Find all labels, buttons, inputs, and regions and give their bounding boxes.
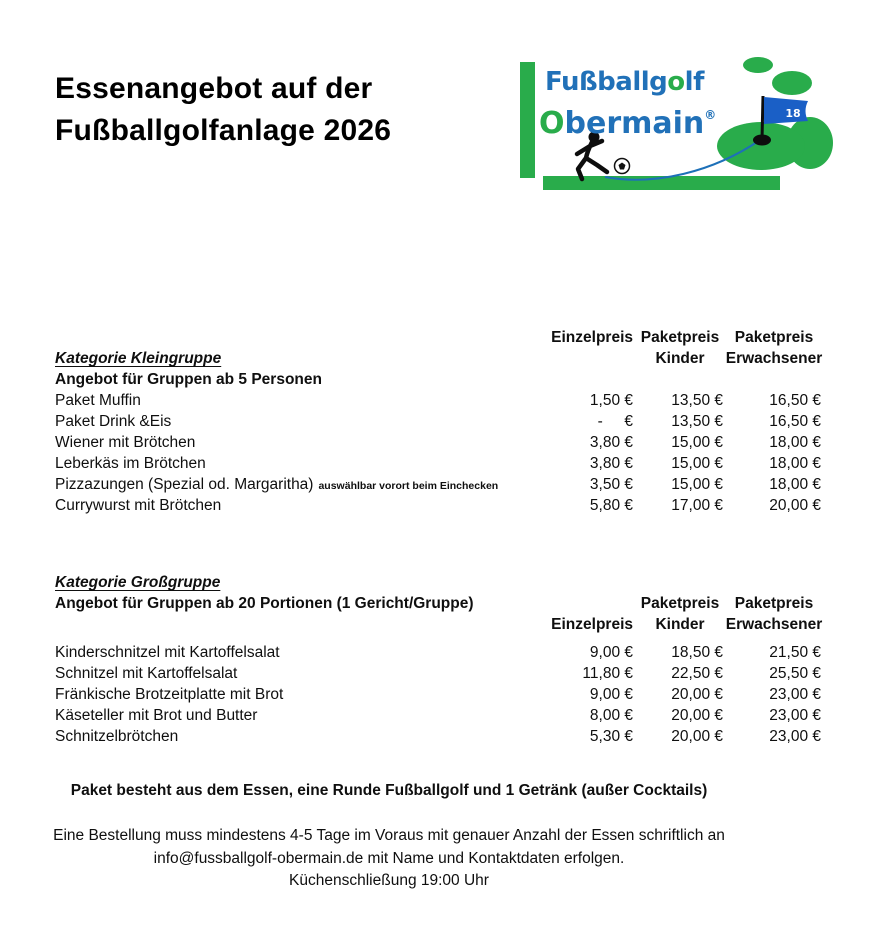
col-subheader-kinder: Kinder (655, 616, 705, 633)
price-erwachsener: 23,00 € (769, 707, 821, 724)
col-subheader-erwachsener: Erwachsener (725, 616, 823, 633)
col-header-paketpreis-kinder: Paketpreis (640, 595, 720, 612)
table-subtitle-row (55, 369, 823, 390)
price-einzelpreis: 9,00 € (589, 644, 633, 661)
price-table-grossgruppe (55, 572, 823, 747)
item-name: Schnitzelbrötchen (55, 728, 179, 745)
item-note: auswählbar vorort beim Einchecken (318, 480, 499, 492)
col-header-paketpreis-erwachsener: Paketpreis (734, 329, 814, 346)
col-header-einzelpreis: Einzelpreis (551, 329, 633, 346)
item-name: Käseteller mit Brot und Butter (55, 707, 258, 724)
order-instructions (0, 825, 778, 893)
price-einzelpreis: 3,50 € (589, 476, 633, 493)
table-row (55, 495, 823, 516)
page-title-line1: Essenangebot auf der (55, 72, 373, 105)
price-table-kleingruppe (55, 327, 823, 516)
price-erwachsener: 16,50 € (769, 413, 821, 430)
table-row (55, 726, 823, 747)
item-name: Wiener mit Brötchen (55, 434, 196, 451)
price-erwachsener: 23,00 € (769, 728, 821, 745)
item-name: Kinderschnitzel mit Kartoffelsalat (55, 644, 280, 661)
col-header-paketpreis-kinder: Paketpreis (640, 329, 720, 346)
price-kinder: 17,00 € (671, 497, 723, 514)
price-kinder: 18,50 € (671, 644, 723, 661)
item-name: Leberkäs im Brötchen (55, 455, 206, 472)
price-kinder: 15,00 € (671, 455, 723, 472)
price-kinder: 13,50 € (671, 413, 723, 430)
price-einzelpreis: 5,30 € (589, 728, 633, 745)
golf-hole-icon (753, 135, 771, 146)
order-instructions-line2: info@fussballgolf-obermain.de mit Name und Kontaktdaten erfolgen. (153, 849, 625, 867)
item-name: Fränkische Brotzeitplatte mit Brot (55, 686, 284, 703)
price-kinder: 20,00 € (671, 728, 723, 745)
price-erwachsener: 21,50 € (769, 644, 821, 661)
price-kinder: 13,50 € (671, 392, 723, 409)
category-heading: Kategorie Großgruppe (55, 574, 221, 591)
col-header-paketpreis-erwachsener: Paketpreis (734, 595, 814, 612)
price-einzelpreis: 8,00 € (589, 707, 633, 724)
company-logo (515, 50, 833, 200)
price-erwachsener: 18,00 € (769, 476, 821, 493)
table-row (55, 432, 823, 453)
page-title-line2: Fußballgolfanlage 2026 (55, 114, 392, 147)
logo-left-bar-shape (520, 62, 535, 178)
table-subtitle: Angebot für Gruppen ab 5 Personen (55, 371, 322, 388)
table-row (55, 663, 823, 684)
footer-notes (0, 780, 778, 893)
price-erwachsener: 18,00 € (769, 434, 821, 451)
brand-line2: Obermain® (539, 106, 717, 141)
category-heading: Kategorie Kleingruppe (55, 350, 222, 367)
price-erwachsener: 20,00 € (769, 497, 821, 514)
green-bush-small-icon (743, 57, 773, 73)
price-einzelpreis: - € (597, 413, 633, 430)
green-bush-medium-icon (772, 71, 812, 95)
item-name: Schnitzel mit Kartoffelsalat (55, 665, 238, 682)
kitchen-closing-time: Küchenschließung 19:00 Uhr (289, 872, 489, 889)
price-kinder: 15,00 € (671, 434, 723, 451)
item-name: Currywurst mit Brötchen (55, 497, 222, 514)
item-name: Pizzazungen (Spezial od. Margaritha) auswählbar vorort beim Einchecken (55, 476, 499, 493)
table-subtitle: Angebot für Gruppen ab 20 Portionen (1 Gericht/Gruppe) (55, 595, 474, 612)
table-header-row (55, 614, 823, 635)
table-row (55, 411, 823, 432)
price-einzelpreis: 5,80 € (589, 497, 633, 514)
col-header-einzelpreis: Einzelpreis (551, 616, 633, 633)
table-row (55, 453, 823, 474)
table-row (55, 474, 823, 495)
table-header-row (55, 593, 823, 614)
brand-line1: Fußballgolf (545, 67, 704, 97)
table-row (55, 390, 823, 411)
price-kinder: 20,00 € (671, 707, 723, 724)
registered-mark: ® (704, 108, 717, 122)
price-kinder: 20,00 € (671, 686, 723, 703)
price-kinder: 22,50 € (671, 665, 723, 682)
price-erwachsener: 18,00 € (769, 455, 821, 472)
price-erwachsener: 16,50 € (769, 392, 821, 409)
flag-number-label: 18 (785, 107, 801, 120)
item-name: Paket Drink &Eis (55, 413, 172, 430)
price-einzelpreis: 3,80 € (589, 434, 633, 451)
item-name: Paket Muffin (55, 392, 141, 409)
page-title (55, 68, 391, 152)
table-row (55, 642, 823, 663)
price-einzelpreis: 11,80 € (582, 665, 633, 682)
table-row (55, 684, 823, 705)
col-subheader-erwachsener: Erwachsener (725, 350, 823, 367)
soccer-ball-icon (615, 159, 630, 174)
price-einzelpreis: 9,00 € (589, 686, 633, 703)
table-header-row (55, 348, 823, 369)
price-erwachsener: 25,50 € (769, 665, 821, 682)
table-header-row (55, 327, 823, 348)
price-einzelpreis: 1,50 € (589, 392, 633, 409)
table-row (55, 705, 823, 726)
flag-pole-icon (762, 96, 763, 140)
order-instructions-line1: Eine Bestellung muss mindestens 4-5 Tage im Voraus mit genauer Anzahl der Essen schriftlich an (53, 827, 725, 844)
col-subheader-kinder: Kinder (655, 350, 705, 367)
price-einzelpreis: 3,80 € (589, 455, 633, 472)
table-header-row (55, 572, 823, 593)
price-erwachsener: 23,00 € (769, 686, 821, 703)
price-kinder: 15,00 € (671, 476, 723, 493)
package-note: Paket besteht aus dem Essen, eine Runde Fußballgolf und 1 Getränk (außer Cocktails) (70, 782, 708, 799)
